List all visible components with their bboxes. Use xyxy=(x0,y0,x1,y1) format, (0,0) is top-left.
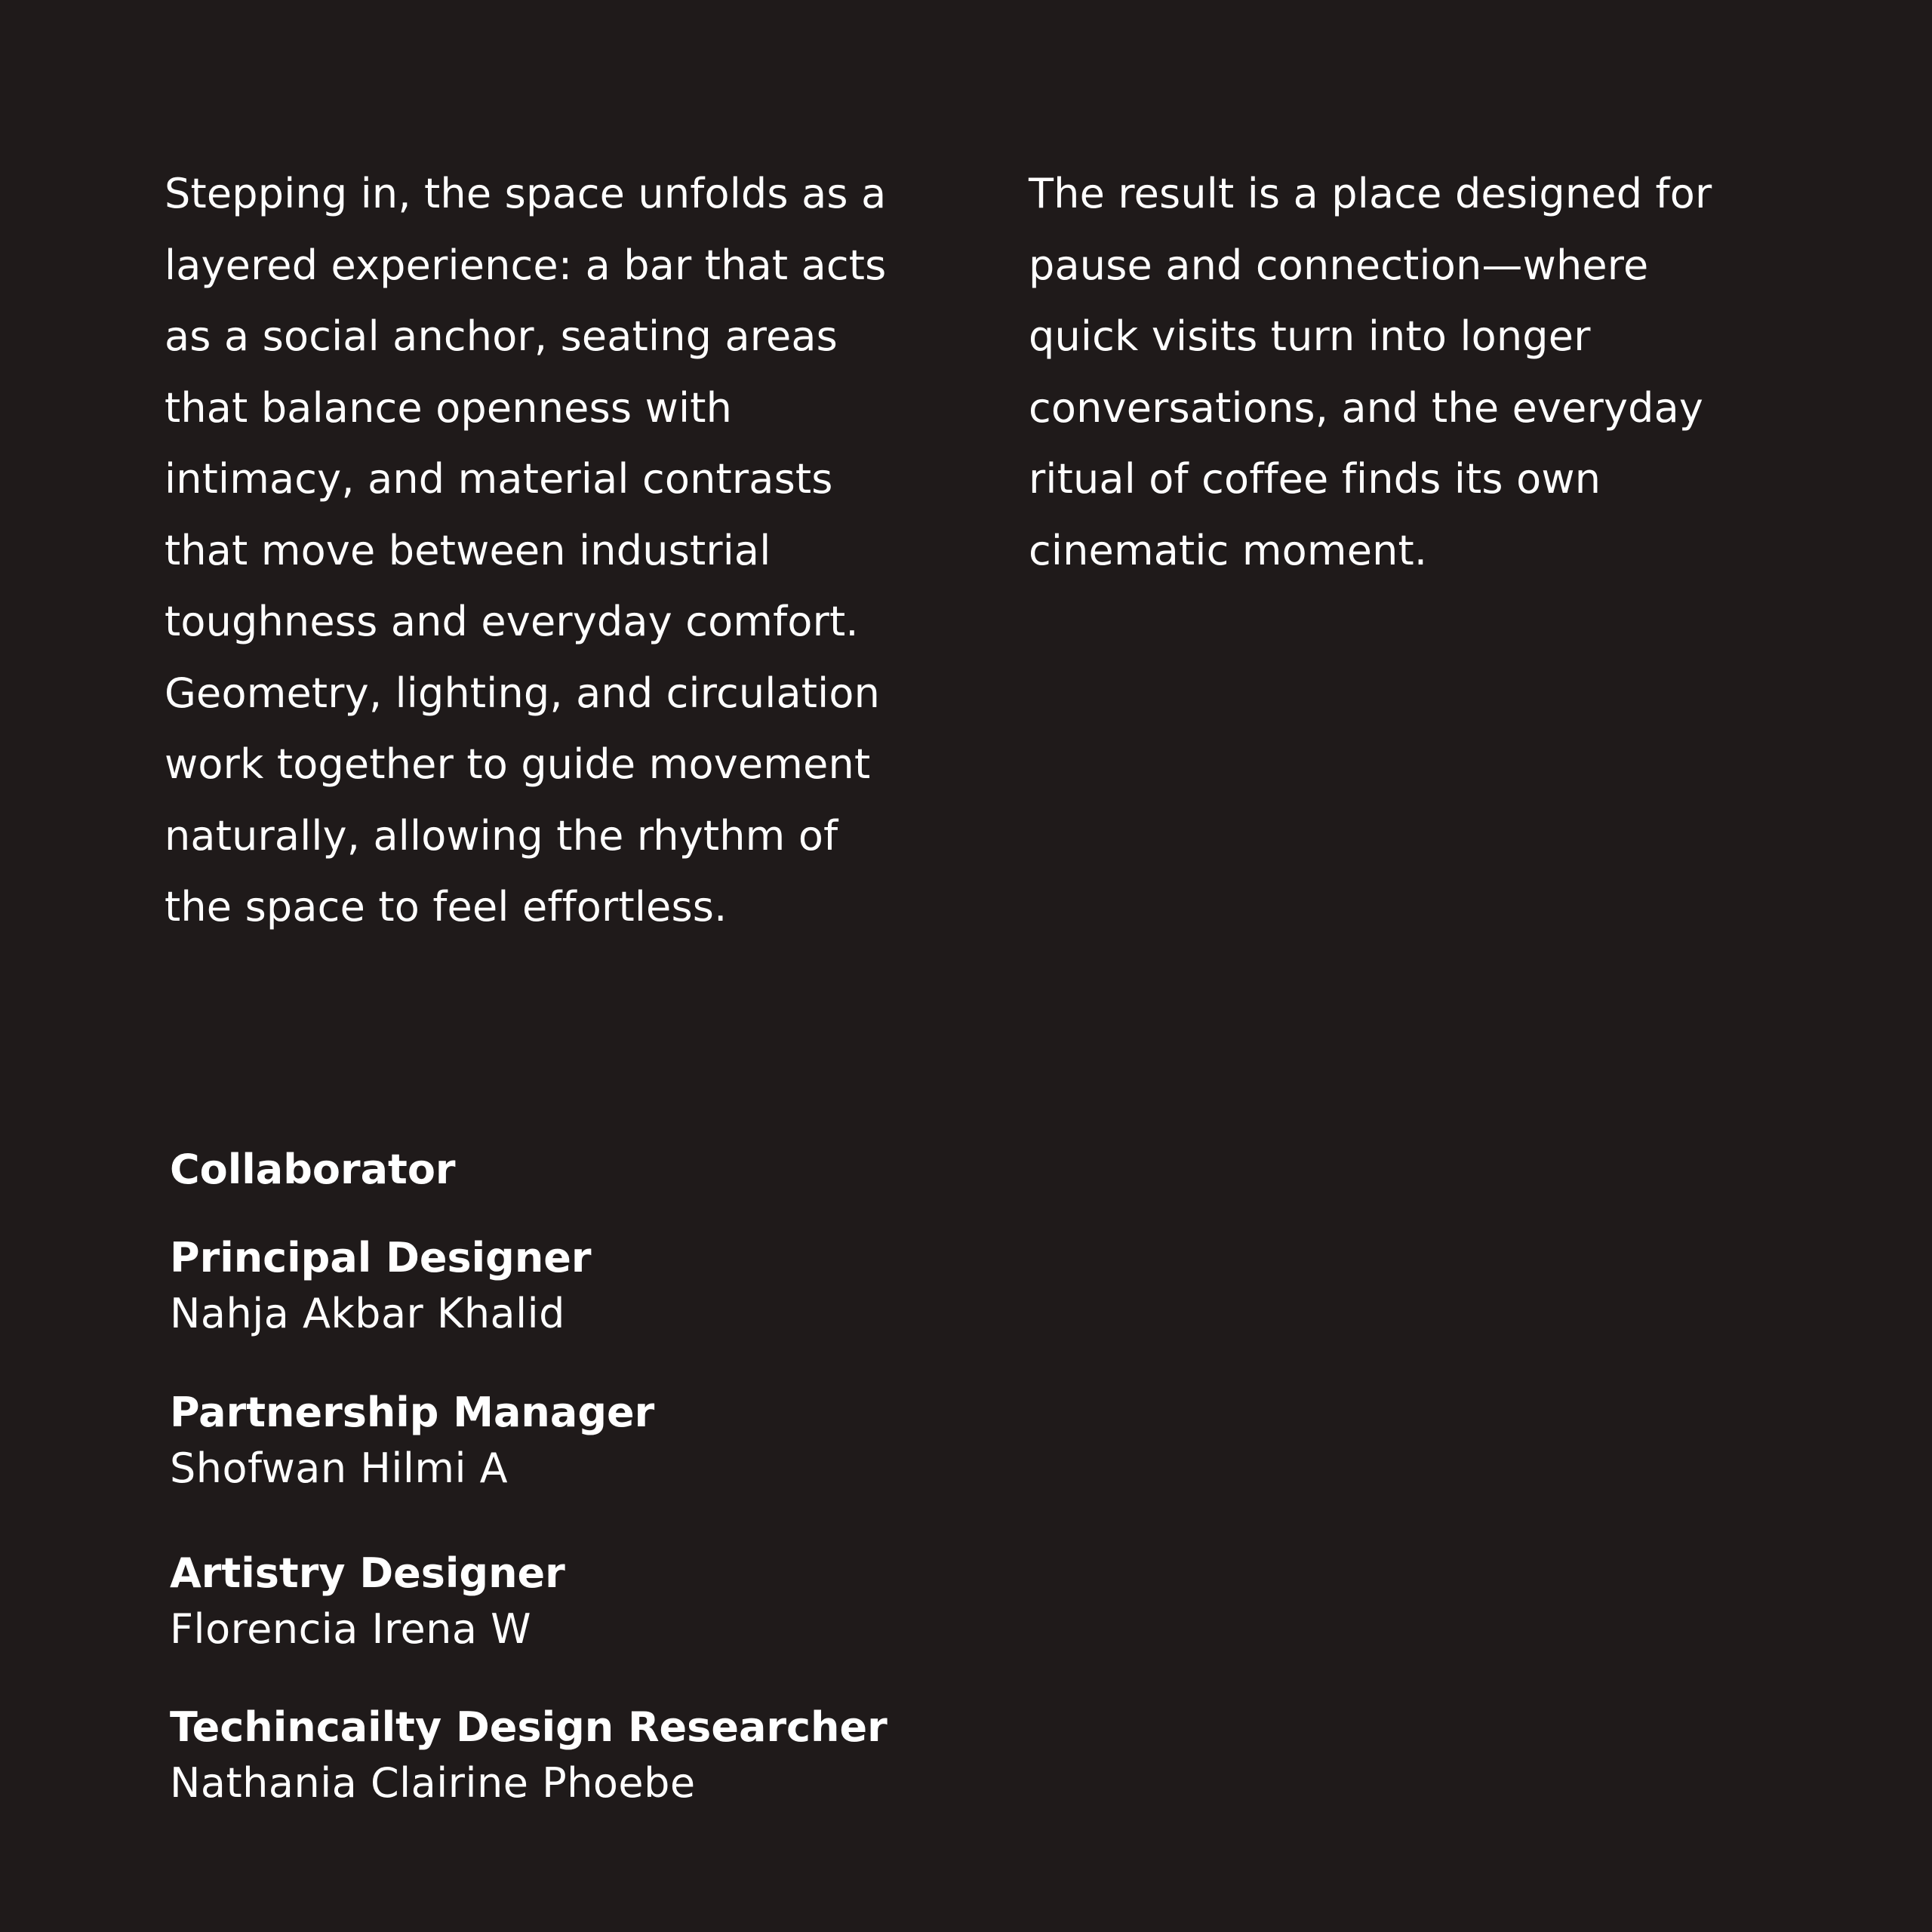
paragraph-line: quick visits turn into longer xyxy=(1029,312,1591,360)
credits-heading: Collaborator xyxy=(170,1146,456,1193)
paragraph-line: pause and connection—where xyxy=(1029,241,1649,289)
paragraph-line: naturally, allowing the rhythm of xyxy=(165,811,838,860)
credit-name: Florencia Irena W xyxy=(170,1605,532,1653)
credit-role: Techincailty Design Researcher xyxy=(170,1703,888,1751)
credit-role: Artistry Designer xyxy=(170,1549,565,1597)
right-paragraph xyxy=(1029,158,1798,586)
credit-entry xyxy=(170,1385,654,1497)
credit-name: Shofwan Hilmi A xyxy=(170,1444,509,1492)
paragraph-line: intimacy, and material contrasts xyxy=(165,455,833,503)
paragraph-line: conversations, and the everyday xyxy=(1029,383,1704,432)
credit-entry xyxy=(170,1546,565,1657)
credit-entry xyxy=(170,1230,592,1342)
credit-role: Principal Designer xyxy=(170,1234,592,1281)
credit-entry xyxy=(170,1700,888,1811)
paragraph-line: that balance openness with xyxy=(165,383,732,432)
paragraph-line: work together to guide movement xyxy=(165,740,871,788)
credits-section xyxy=(170,1140,1226,1807)
paragraph-line: layered experience: a bar that acts xyxy=(165,241,887,289)
left-paragraph xyxy=(165,158,934,943)
credit-name: Nathania Clairine Phoebe xyxy=(170,1759,696,1807)
paragraph-line: Stepping in, the space unfolds as a xyxy=(165,170,887,217)
credit-role: Partnership Manager xyxy=(170,1389,655,1436)
paragraph-line: as a social anchor, seating areas xyxy=(165,312,838,360)
paragraph-line: Geometry, lighting, and circulation xyxy=(165,669,881,717)
paragraph-line: ritual of coffee finds its own xyxy=(1029,455,1601,503)
paragraph-line: the space to feel effortless. xyxy=(165,883,728,931)
paragraph-line: toughness and everyday comfort. xyxy=(165,598,859,645)
paragraph-line: that move between industrial xyxy=(165,526,771,574)
credit-name: Nahja Akbar Khalid xyxy=(170,1290,565,1337)
paragraph-line: The result is a place designed for xyxy=(1029,170,1712,217)
paragraph-line: cinematic moment. xyxy=(1029,526,1428,574)
